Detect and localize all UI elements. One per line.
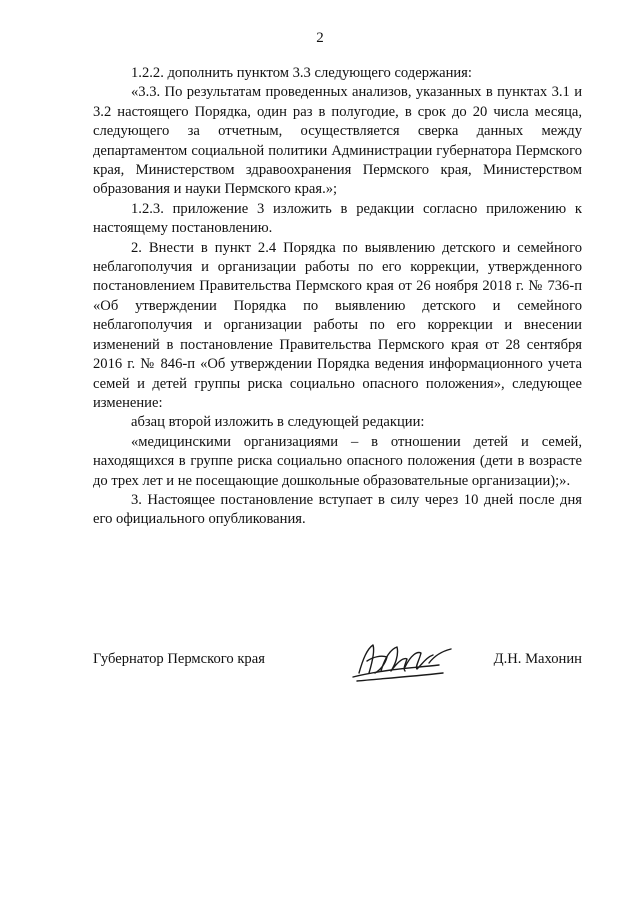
signature-block [93, 645, 582, 685]
paragraph-1-2-3: 1.2.3. приложение 3 изложить в редакции согласно приложению к настоящему постановлению. [93, 200, 582, 237]
signatory-name: Д.Н. Махонин [493, 651, 582, 667]
document-body [93, 64, 582, 530]
paragraph-3: 3. Настоящее постановление вступает в силу через 10 дней после дня его официального опубликования. [93, 491, 582, 528]
paragraph-abzac: абзац второй изложить в следующей редакции: [131, 414, 425, 431]
handwritten-signature [347, 637, 457, 685]
paragraph-1-2-2: 1.2.2. дополнить пунктом 3.3 следующего содержания: [131, 65, 472, 81]
paragraph-3-3-quote: «3.3. По результатам проведенных анализов, указанных в пунктах 3.1 и 3.2 настоящего Порядка, один раз в полугодие, в срок до 20 числа месяца, следующего за отчетным, осуществляется сверка данных между департаментом социальной политики Администрации губернатора Пермского края, Министерством здравоохранения Пермского края, Министерством образования и науки Пермского края.»; [93, 84, 582, 198]
paragraph-2: 2. Внести в пункт 2.4 Порядка по выявлению детского и семейного неблагополучия и организации работы по его коррекции, утвержденного постановлением Правительства Пермского края от 26 ноября 2018 г. № 736-п «Об утверждении Порядка по выявлению детского и семейного неблагополучия и организации работы по его коррекции и внесении изменений в постановление Правительства Пермского края от 28 сентября 2016 г. № 846-п «Об утверждении Порядка ведения информационного учета семей и детей группы риска социально опасного положения», следующее изменение: [93, 239, 582, 411]
signatory-position: Губернатор Пермского края [93, 651, 265, 667]
paragraph-medical-quote: «медицинскими организациями – в отношении детей и семей, находящихся в группе риска социально опасного положения (дети в возрасте до трех лет и не посещающие дошкольные образовательные организации);». [93, 433, 582, 489]
page-number: 2 [316, 30, 324, 46]
